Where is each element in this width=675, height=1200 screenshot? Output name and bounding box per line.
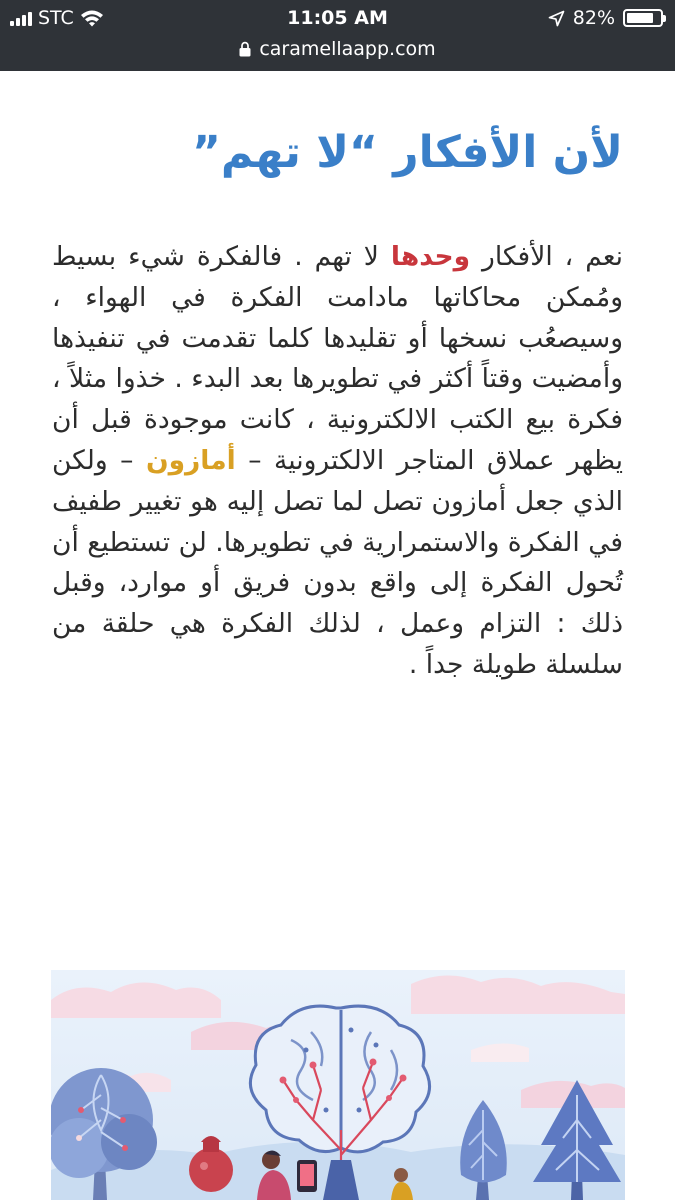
highlight-amazon: أمازون xyxy=(145,444,236,476)
paragraph-text-2: لا تهم . فالفكرة شيء بسيط ومُمكن محاكاتها مادامت الفكرة في الهواء ، وسيصعُب نسخها أو تقليدها كلما تقدمت في تنفيذها وأمضيت وقتاً أكثر في تطويرها بعد البدء . خذوا مثلاً ، فكرة بيع الكتب الالكترونية ، كانت موجودة قبل أن يظهر عملاق المتاجر الالكترونية – xyxy=(52,241,623,476)
location-arrow-icon xyxy=(548,10,565,27)
url-text[interactable]: caramellaapp.com xyxy=(259,38,436,60)
status-time: 11:05 AM xyxy=(287,7,388,29)
article-paragraph xyxy=(52,237,623,686)
browser-top-bar xyxy=(0,0,675,71)
highlight-alone: وحدها xyxy=(390,241,471,272)
lock-icon xyxy=(239,41,251,57)
paragraph-text-3: – ولكن الذي جعل أمازون تصل لما تصل إليه هو تغيير طفيف في الفكرة والاستمرارية في تطويرها. لن تستطيع أن تُحول الفكرة إلى واقع بدون فريق أو موارد، وقبل ذلك : التزام وعمل ، لذلك الفكرة هي حلقة من سلسلة طويلة جداً . xyxy=(52,444,623,680)
brain-tree-illustration xyxy=(51,970,625,1200)
carrier-name: STC xyxy=(38,7,74,29)
battery-percent: 82% xyxy=(572,7,615,29)
battery-level-fill xyxy=(627,13,653,23)
paragraph-text-1: نعم ، الأفكار xyxy=(470,241,623,272)
address-bar[interactable] xyxy=(0,36,675,62)
status-right xyxy=(548,6,663,30)
article-title: لأن الأفكار “لا تهم” xyxy=(191,127,623,178)
article xyxy=(0,71,675,1200)
battery-icon xyxy=(623,9,663,27)
